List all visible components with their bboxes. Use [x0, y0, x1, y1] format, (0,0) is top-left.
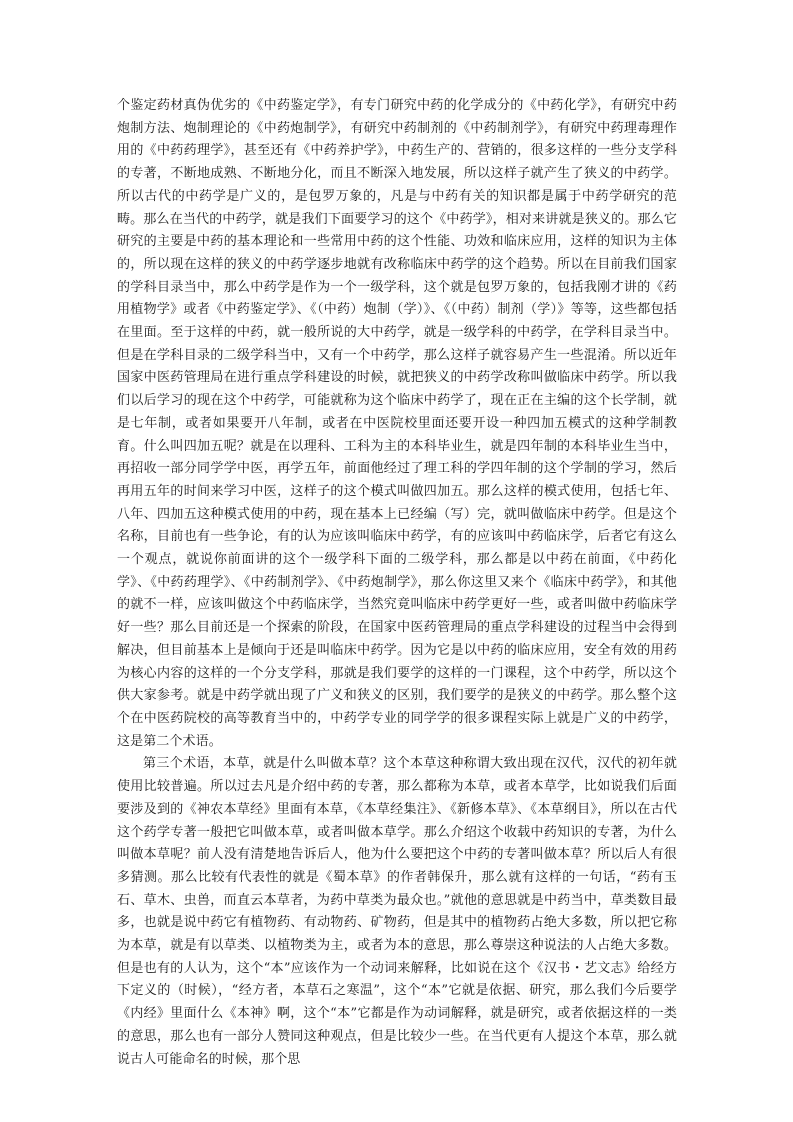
document-page — [117, 95, 677, 1071]
paragraph-2: 第三个术语，本草，就是什么叫做本草？这个本草这种称谓大致出现在汉代，汉代的初年就使用比较普遍。所以过去凡是介绍中药的专著，那么都称为本草，或者本草学，比如说我们后面要涉及到的《神农本草经》里面有本草，《本草经集注》、《新修本草》、《本草纲目》，所以在古代这个药学专著一般把它叫做本草，或者叫做本草学。那么介绍这个收载中药知识的专著，为什么叫做本草呢？前人没有清楚地告诉后人，他为什么要把这个中药的专著叫做本草？所以后人有很多猜测。那么比较有代表性的就是《蜀本草》的作者韩保升，那么就有这样的一句话，“药有玉石、草木、虫兽，而直云本草者，为药中草类为最众也。”就他的意思就是中药当中，草类数目最多，也就是说中药它有植物药、有动物药、矿物药，但是其中的植物药占绝大多数，所以把它称为本草，就是有以草类、以植物类为主，或者为本的意思，那么尊崇这种说法的人占绝大多数。但是也有的人认为，这个“本”应该作为一个动词来解释，比如说在这个《汉书・艺文志》给经方下定义的（时候），“经方者，本草石之寒温”，这个“本”它就是依据、研究，那么我们今后要学《内经》里面什么《本神》啊，这个“本”它都是作为动词解释，就是研究，或者依据这样的一类的意思，那么也有一部分人赞同这种观点，但是比较少一些。在当代更有人提这个本草，那么就说古人可能命名的时候，那个思 — [117, 756, 677, 1067]
paragraph-1: 个鉴定药材真伪优劣的《中药鉴定学》，有专门研究中药的化学成分的《中药化学》，有研究中药炮制方法、炮制理论的《中药炮制学》，有研究中药制剂的《中药制剂学》，有研究中药理毒理作用的《中药药理学》，甚至还有《中药养护学》，中药生产的、营销的，很多这样的一些分支学科的专著，不断地成熟、不断地分化，而且不断深入地发展，所以这样子就产生了狭义的中药学。所以古代的中药学是广义的，是包罗万象的，凡是与中药有关的知识都是属于中药学研究的范畴。那么在当代的中药学，就是我们下面要学习的这个《中药学》，相对来讲就是狭义的。那么它研究的主要是中药的基本理论和一些常用中药的这个性能、功效和临床应用，这样的知识为主体的，所以现在这样的狭义的中药学逐步地就有改称临床中药学的这个趋势。所以在目前我们国家的学科目录当中，那么中药学是作为一个一级学科，这个就是包罗万象的，包括我刚才讲的《药用植物学》或者《中药鉴定学》、《（中药）炮制（学）》、《（中药）制剂（学）》等等，这些都包括在里面。至于这样的中药，就一般所说的大中药学，就是一级学科的中药学，在学科目录当中。但是在学科目录的二级学科当中，又有一个中药学，那么这样子就容易产生一些混淆。所以近年国家中医药管理局在进行重点学科建设的时候，就把狭义的中药学改称叫做临床中药学。所以我们以后学习的现在这个中药学，可能就称为这个临床中药学了，现在正在主编的这个长学制，就是七年制，或者如果要开八年制，或者在中医院校里面还要开设一种四加五模式的这种学制教育。什么叫四加五呢？就是在以理科、工科为主的本科毕业生，就是四年制的本科毕业生当中，再招收一部分同学学中医，再学五年，前面他经过了理工科的学四年制的这个学制的学习，然后再用五年的时间来学习中医，这样子的这个模式叫做四加五。那么这样的模式使用，包括七年、八年、四加五这种模式使用的中药，现在基本上已经编（写）完，就叫做临床中药学。但是这个名称，目前也有一些争论，有的认为应该叫临床中药学，有的应该叫中药临床学，后者它有这么一个观点，就说你前面讲的这个一级学科下面的二级学科，那么都是以中药在前面，《中药化学》、《中药药理学》、《中药制剂学》、《中药炮制学》，那么你这里又来个《临床中药学》，和其他的就不一样，应该叫做这个中药临床学，当然究竟叫临床中药学更好一些，或者叫做中药临床学好一些？那么目前还是一个探索的阶段，在国家中医药管理局的重点学科建设的过程当中会得到解决，但目前基本上是倾向于还是叫临床中药学。因为它是以中药的临床应用，安全有效的用药为核心内容的这样的一个分支学科，那就是我们要学的这样的一门课程，这个中药学，所以这个供大家参考。就是中药学就出现了广义和狭义的区别，我们要学的是狭义的中药学。那么整个这个在中医药院校的高等教育当中的，中药学专业的同学学的很多课程实际上就是广义的中药学，这是第二个术语。 — [117, 98, 677, 749]
